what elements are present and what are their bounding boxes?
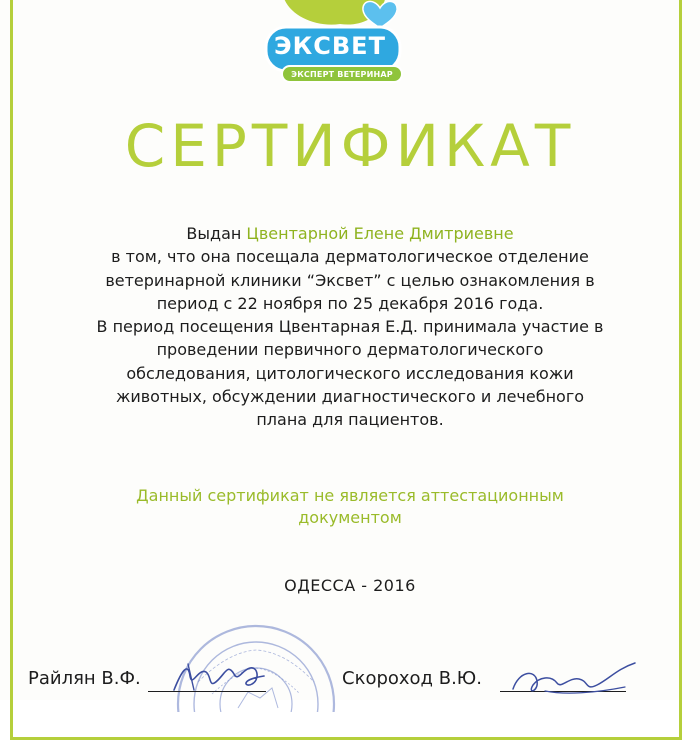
- body-line: ветеринарной клиники “Эксвет” с целью ознакомления в: [105, 270, 595, 290]
- body-line: в том, что она посещала дерматологическое отделение: [111, 247, 589, 267]
- recipient-name: Цвентарной Елене Дмитриевне: [246, 224, 514, 243]
- issued-line: [40, 222, 660, 245]
- body-line: период с 22 ноября по 25 декабря 2016 года.: [156, 293, 544, 313]
- signature-left: [168, 650, 268, 700]
- body-line: животных, обсуждении диагностического и лечебного: [115, 387, 585, 407]
- notice-line: документом: [298, 508, 402, 527]
- body-line: проведении первичного дерматологического: [156, 340, 544, 360]
- notice-line: Данный сертификат не является аттестационным: [136, 486, 564, 505]
- signatory-right-name: Скороход В.Ю.: [342, 668, 482, 689]
- brand-name: ЭКСВЕТ: [274, 32, 386, 60]
- brand-tagline: ЭКСПЕРТ ВЕТЕРИНАР: [291, 70, 393, 79]
- city-year: ОДЕССА - 2016: [284, 576, 416, 595]
- brand-logo: [262, 0, 422, 94]
- body-line: В период посещения Цвентарная Е.Д. принимала участие в: [96, 317, 604, 337]
- certificate-title: СЕРТИФИКАТ: [124, 112, 576, 180]
- signature-right: [505, 655, 645, 700]
- certificate-body: [40, 222, 660, 432]
- signatory-left-name: Райлян В.Ф.: [28, 668, 141, 689]
- body-line: плана для пациентов.: [256, 410, 444, 430]
- issued-prefix: Выдан: [186, 224, 242, 243]
- body-line: обследования, цитологического исследования кожи: [126, 363, 574, 383]
- certificate-notice: [40, 485, 660, 529]
